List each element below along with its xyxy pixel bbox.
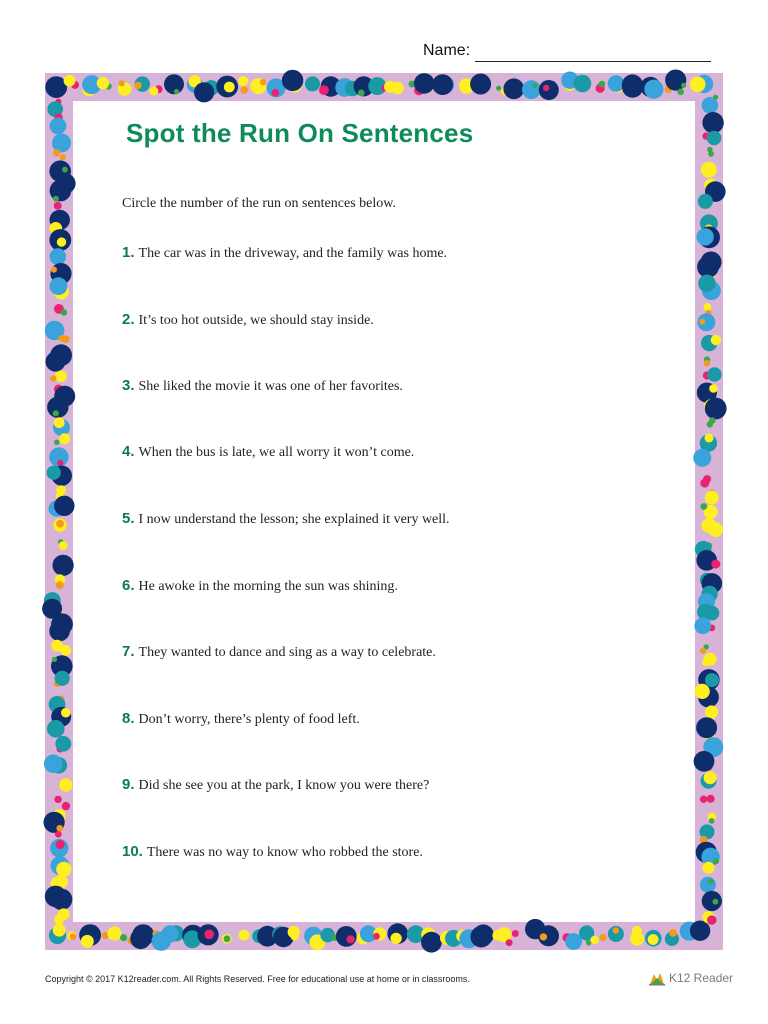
sentence-item-10 bbox=[122, 843, 423, 861]
sentence-item-9 bbox=[122, 776, 429, 794]
k12reader-logo bbox=[648, 970, 733, 986]
sentence-text: When the bus is late, we all worry it won’t come. bbox=[138, 445, 415, 460]
logo-text: K12 Reader bbox=[669, 971, 734, 985]
sentence-item-8 bbox=[122, 710, 360, 728]
sentence-number[interactable]: 2. bbox=[122, 311, 135, 328]
sentence-number[interactable]: 5. bbox=[122, 510, 135, 527]
sentence-text: I now understand the lesson; she explained it very well. bbox=[138, 512, 450, 527]
sentence-item-2 bbox=[122, 311, 374, 329]
book-icon bbox=[648, 970, 666, 986]
sentence-text: He awoke in the morning the sun was shining. bbox=[138, 579, 398, 594]
instructions: Circle the number of the run on sentences below. bbox=[122, 196, 396, 211]
sentence-item-3 bbox=[122, 377, 403, 395]
sentence-text: There was no way to know who robbed the store. bbox=[146, 845, 423, 860]
sentence-number[interactable]: 7. bbox=[122, 643, 135, 660]
sentence-number[interactable]: 9. bbox=[122, 776, 135, 793]
sentence-number[interactable]: 8. bbox=[122, 710, 135, 727]
sentence-item-6 bbox=[122, 577, 398, 595]
sentence-item-7 bbox=[122, 643, 436, 661]
sentence-number[interactable]: 4. bbox=[122, 443, 135, 460]
sentence-item-1 bbox=[122, 244, 447, 262]
sentence-number[interactable]: 3. bbox=[122, 377, 135, 394]
sentence-text: Don’t worry, there’s plenty of food left. bbox=[138, 712, 360, 727]
copyright-notice: Copyright © 2017 K12reader.com. All Rights Reserved. Free for educational use at home or in classrooms. bbox=[45, 974, 470, 984]
sentence-number[interactable]: 1. bbox=[122, 244, 135, 261]
sentence-text: The car was in the driveway, and the family was home. bbox=[138, 246, 448, 261]
sentence-item-5 bbox=[122, 510, 450, 528]
sentence-text: Did she see you at the park, I know you were there? bbox=[138, 778, 430, 793]
sentence-number[interactable]: 6. bbox=[122, 577, 135, 594]
worksheet-title: Spot the Run On Sentences bbox=[126, 118, 474, 148]
sentence-number[interactable]: 10. bbox=[122, 843, 143, 860]
sentence-text: She liked the movie it was one of her favorites. bbox=[138, 379, 403, 394]
sentence-item-4 bbox=[122, 443, 414, 461]
sentence-text: They wanted to dance and sing as a way to celebrate. bbox=[138, 645, 436, 660]
sentence-text: It’s too hot outside, we should stay inside. bbox=[138, 313, 374, 328]
name-label: Name: bbox=[423, 42, 471, 59]
